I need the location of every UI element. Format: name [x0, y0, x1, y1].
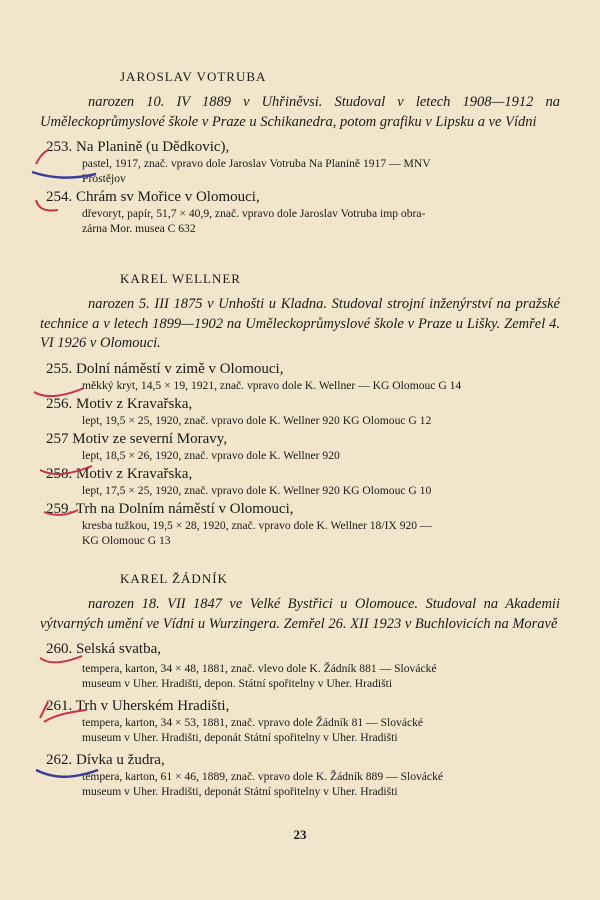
item-number: 258.: [46, 465, 73, 482]
artist-name: KAREL ŽÁDNÍK: [120, 571, 228, 586]
catalog-item: [40, 430, 560, 463]
artist-bio: narozen 10. IV 1889 v Uhřiněvsi. Studoval v letech 1908—1912 na Uměleckoprůmyslové škole v Praze u Schikanedra, potom grafiku v Lipsku a ve Vídni: [40, 94, 560, 130]
page-number: 23: [293, 827, 307, 842]
item-description: pastel, 1917, znač. vpravo dole Jaroslav Votruba Na Planině 1917 — MNV: [82, 157, 431, 170]
item-number: 262.: [46, 752, 73, 768]
artist-section-zadnik: [40, 570, 560, 799]
catalog-item: [40, 188, 560, 236]
item-description: lept, 17,5 × 25, 1920, znač. vpravo dole K. Wellner 920 KG Olomouc G 10: [82, 483, 432, 497]
item-description-cont: museum v Uher. Hradišti, deponát Státní spořitelny v Uher. Hradišti: [82, 731, 398, 744]
item-title: Trh na Dolním náměstí v Olomouci,: [75, 500, 294, 517]
item-number: 253.: [46, 139, 73, 155]
item-title: Dívka u žudra,: [76, 752, 165, 768]
item-number: 254.: [46, 189, 73, 205]
item-title: Chrám sv Mořice v Olomouci,: [76, 189, 260, 205]
artist-bio: narozen 18. VII 1847 ve Velké Bystřici u Olomouce. Studoval na Akademii výtvarných umění ve Vídni u Wurzingera. Zemřel 26. XII 1923 v Buchlovicích na Moravě: [40, 596, 560, 632]
item-description-cont: zárna Mor. musea C 632: [82, 222, 196, 235]
item-description-cont: Prostějov: [82, 172, 126, 185]
artist-name: KAREL WELLNER: [120, 271, 241, 286]
artist-section-votruba: [40, 68, 560, 236]
item-number: 261.: [46, 698, 73, 714]
item-title: Na Planině (u Dědkovic),: [76, 139, 230, 155]
item-title: Dolní náměstí v zimě v Olomouci,: [76, 360, 284, 377]
catalog-item: [40, 640, 560, 691]
artist-name: JAROSLAV VOTRUBA: [120, 69, 267, 84]
item-number: 260.: [46, 641, 73, 657]
item-description-cont: museum v Uher. Hradišti, depon. Státní spořitelny v Uher. Hradišti: [82, 677, 393, 690]
item-title: Motiv z Kravařska,: [76, 395, 193, 412]
catalog-item: [40, 751, 560, 799]
item-title: Trh v Uherském Hradišti,: [75, 698, 230, 714]
item-title: Selská svatba,: [76, 641, 161, 657]
item-description: tempera, karton, 34 × 53, 1881, znač. vpravo dole Žádník 81 — Slovácké: [82, 716, 424, 729]
catalog-item: [40, 500, 560, 548]
item-title: Motiv z Kravařska,: [76, 465, 193, 482]
item-description-cont: museum v Uher. Hradišti, deponát Státní spořitelny v Uher. Hradišti: [82, 785, 398, 798]
item-number: 259.: [46, 500, 73, 517]
item-description: tempera, karton, 34 × 48, 1881, znač. vlevo dole K. Žádník 881 — Slovácké: [82, 662, 437, 675]
catalog-item: [40, 697, 560, 745]
item-number: 255.: [46, 360, 73, 377]
catalog-item: [40, 465, 560, 498]
item-description: měkký kryt, 14,5 × 19, 1921, znač. vpravo dole K. Wellner — KG Olomouc G 14: [82, 378, 462, 392]
item-description: lept, 19,5 × 25, 1920, znač. vpravo dole K. Wellner 920 KG Olomouc G 12: [82, 413, 432, 427]
item-description: dřevoryt, papír, 51,7 × 40,9, znač. vpravo dole Jaroslav Votruba imp obra-: [82, 207, 426, 220]
item-number: 256.: [46, 395, 73, 412]
item-description: lept, 18,5 × 26, 1920, znač. vpravo dole K. Wellner 920: [82, 448, 340, 462]
item-title: Motiv ze severní Moravy,: [72, 430, 228, 447]
catalog-item: [40, 138, 560, 186]
artist-section-wellner: [40, 270, 560, 548]
item-description: tempera, karton, 61 × 46, 1889, znač. vpravo dole K. Žádník 889 — Slovácké: [82, 770, 444, 783]
item-number: 257: [46, 430, 69, 447]
artist-bio: narozen 5. III 1875 v Unhošti u Kladna. Studoval strojní inženýrství na pražské technice a v letech 1899—1902 na Uměleckoprůmyslové škole v Praze u Lišky. Zemřel 4. VI 1926 v Olomouci.: [40, 296, 560, 351]
catalog-item: [40, 395, 560, 428]
item-description-cont: KG Olomouc G 13: [82, 533, 171, 547]
item-description: kresba tužkou, 19,5 × 28, 1920, znač. vpravo dole K. Wellner 18/IX 920 —: [82, 518, 432, 532]
catalog-item: [40, 360, 560, 393]
